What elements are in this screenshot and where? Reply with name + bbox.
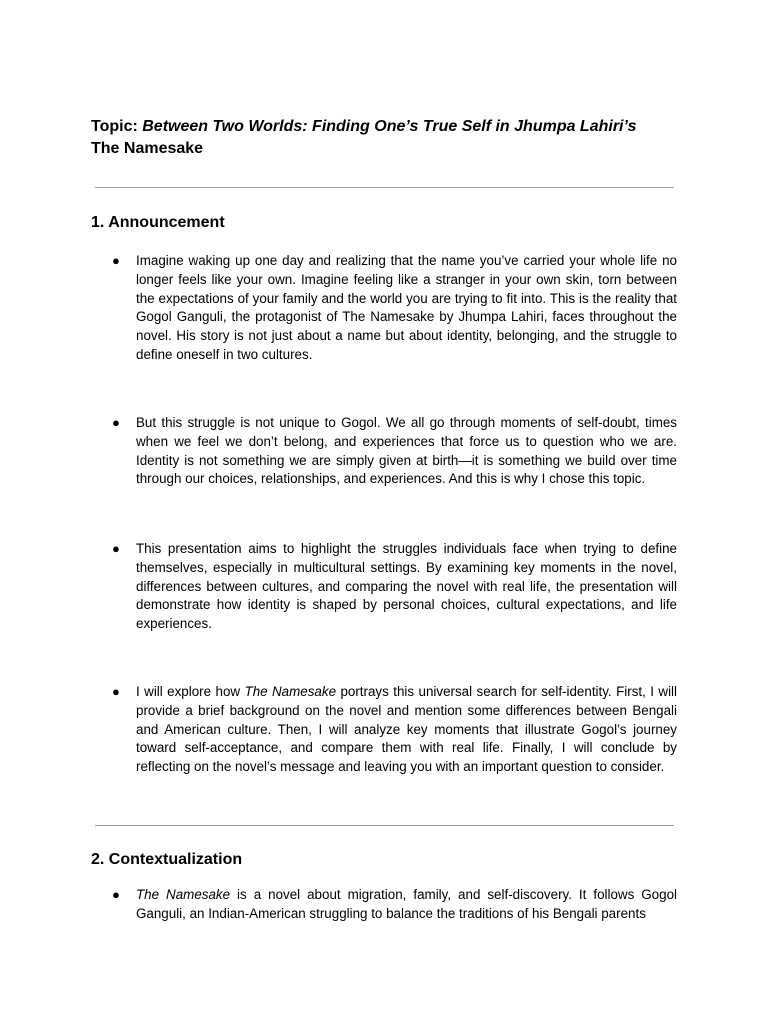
bullet-icon: ● bbox=[112, 415, 120, 430]
bullet-text: But this struggle is not unique to Gogol. We all go through moments of self-doubt, times when we feel we don’t belong, and experiences that force us to question who we are. Identity is not something we are simply given at birth—it is something we build over time through our choices, relationships, and experiences. And this is why I chose this topic. bbox=[136, 415, 677, 487]
topic-label: Topic: bbox=[91, 118, 143, 135]
document-topic bbox=[91, 116, 691, 160]
topic-title-italic: Between Two Worlds: Finding One’s True Self in Jhumpa Lahiri’s bbox=[142, 118, 637, 135]
bullet-icon: ● bbox=[112, 541, 120, 556]
list-item bbox=[112, 683, 677, 777]
horizontal-divider bbox=[95, 187, 674, 188]
bullet-text: Imagine waking up one day and realizing that the name you’ve carried your whole life no longer feels like your own. Imagine feeling like a stranger in your own skin, torn between the expectations of your family and the world you are trying to fit into. This is the reality that Gogol Ganguli, the protagonist of The Namesake by Jhumpa Lahiri, faces throughout the novel. His story is not just about a name but about identity, belonging, and the struggle to define oneself in two cultures. bbox=[136, 253, 677, 362]
section-heading-announcement: 1. Announcement bbox=[91, 214, 225, 231]
bullet-icon: ● bbox=[112, 887, 120, 902]
bullet-icon: ● bbox=[112, 253, 120, 268]
bullet-text-start: I will explore how bbox=[136, 684, 245, 699]
bullet-text-end: portrays this universal search for self-identity. First, I will provide a brief background on the novel and mention some differences between Bengali and American culture. Then, I will analyze key moments that illustrate Gogol’s journey toward self-acceptance, and compare them with real life. Finally, I will conclude by reflecting on the novel’s message and leaving you with an important question to consider. bbox=[136, 684, 677, 775]
topic-title-rest: The Namesake bbox=[91, 140, 204, 157]
book-title: The Namesake bbox=[136, 887, 231, 902]
list-item bbox=[112, 886, 677, 924]
list-item bbox=[112, 540, 677, 634]
list-item bbox=[112, 252, 677, 365]
horizontal-divider bbox=[95, 825, 674, 826]
bullet-text: is a novel about migration, family, and self-discovery. It follows Gogol Ganguli, an Indian-American struggling to balance the traditions of his Bengali parents bbox=[136, 887, 677, 921]
list-item bbox=[112, 414, 677, 489]
section-heading-contextualization: 2. Contextualization bbox=[91, 851, 243, 868]
book-title: The Namesake bbox=[244, 684, 337, 699]
bullet-icon: ● bbox=[112, 684, 120, 699]
bullet-text: This presentation aims to highlight the struggles individuals face when trying to define themselves, especially in multicultural settings. By examining key moments in the novel, differences between cultures, and comparing the novel with real life, the presentation will demonstrate how identity is shaped by personal choices, cultural expectations, and life experiences. bbox=[136, 541, 677, 632]
